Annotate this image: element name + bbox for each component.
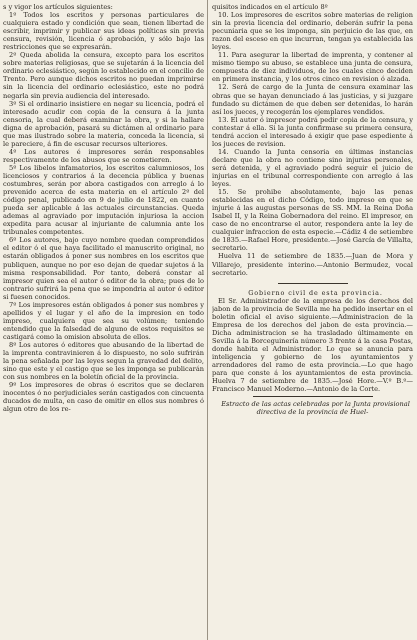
extract-heading: Estracto de las actas celebradas por la Junta provisional directiva de la provincia de Huel- <box>221 400 410 417</box>
article-1: 1º Todos los escritos y personas particulares de cualquiera estado y condición que sean, tienen libertad de escribir, imprimir y publicar sus ideas políticas sin previa censura, revisión, licencia ó aprobación, y sólo bajo las restricciones que se expresarán. <box>3 11 204 52</box>
left-column <box>3 3 204 640</box>
section-heading: Gobierno civil de esta provincia. <box>248 288 383 297</box>
column-divider <box>207 0 208 640</box>
article-11: 11. Para asegurar la libertad de imprenta, y contener al mismo tiempo su abuso, se establece una junta de censura, compuesta de diez individuos, de los cuales cinco deciden en primera instancia, y los otros cinco en revision ó alzada. <box>212 51 413 84</box>
article-15: 15. Se prohibe absolutamente, bajo las penas establecidas en el dicho Código, todo impreso en que se injurie á las augustas personas de SS. MM. la Reina Doña Isabel II, y la Reina Gobernadora del reino. El impresor, en caso de no encontrarse el autor, respondera ante la ley de cualquier infraccion de esta especie.—Cádiz 4 de setiembre de 1835.—Rafael Hore, presidente.—José García de Villalta, secretario. <box>212 188 413 253</box>
right-column <box>212 3 413 640</box>
section-separator <box>253 396 373 397</box>
article-5: 5º Los libelos infamatorios, los escritos calumniosos, los licenciosos y contrarios á la decencia pública y buenas costumbres, serán por abora castigados con arreglo á lo prevenido acerca de esta materia en el artículo 2º del código penal, publicado en 9 de julio de 1822, en cuanto pueda ser aplicable á las actuales circunstancias. Queda ademas al agraviado por imputación injuriosa la accion expedita para acusar al injuriante de calumnia ante los tribunales competentes. <box>3 163 204 237</box>
article-10: 10. Los impresores de escritos sobre materias de religion sin la previa licencia del ordinario, deberán sufrir la pena pecuniaria que se les imponga, sin perjuicio de las que, en razon del esceso en que incurran, tengan ya establecida las leyes. <box>212 11 413 52</box>
article-14: 14. Cuando la Junta censoria en últimas instancias declare que la obra no contiene sino injurias personales, será detenida, y el agraviado podrá seguir el juicio de injurias en el tribunal correspondiente con arreglo á las leyes. <box>212 147 413 189</box>
paragraph: quisitos indicados en el artículo 8º <box>212 3 328 11</box>
paragraph: s y vigor los artículos siguientes: <box>3 3 113 11</box>
article-3: 3º Si el ordinario insistiere en negar su licencia, podrá el interesado acudir con copia de la censura á la junta censoria, la cual deberá examinar la obra, y si la hallare digna de aprobación, pasará su dictámen al ordinario para que mas ilustrado sobre la materia, conceda la licencia, si le pareciere, á fin de escusar recursos ulteriores. <box>3 99 204 148</box>
notice-paragraph: El Sr. Administrador de la empresa de los derechos del jabon de la provincia de Sevilla me ha pedido insertar en el boletin oficial el aviso siguiente.—Administracion de la Empresa de los derechos del jabon de esta provincia.—Dicha administracion se ha trasladado últimamente en Sevilla á la Borceguinería número 3 frente á la casa Postas, donde habita el Administrador. Lo que se anuncia para inteligencia y gobierno de los ayuntamientos y arrendadores del ramo de esta provincia.—Lo que hago para que conste á los ayuntamientos de esta provincia. Huelva 7 de setiembre de 1835.—José Hore.—V.º B.º—Francisco Manuel Moderno.—Antonio de la Corte. <box>212 296 413 394</box>
article-2: 2º Queda abolida la censura, excepto para los escritos sobre materias religiosas, que se sujetarán á la licencia del ordinario eclesiástico, según lo establecido en el concilio de Trento. Pero aunque dichos escritos no puedan imprimirse sin la licencia del ordinario eclesiástico, este no podrá negarla sin previa audiencia del interesado. <box>3 51 204 100</box>
article-13: 13. El autor ó impresor podrá pedir copia de la censura, y contestar á ella. Si la junta confirmase su primera censura, tendrá accion el interesado á exigir que pase espediente á los jueces de revision. <box>212 115 413 148</box>
signature-paragraph: Huelva 11 de setiembre de 1835.—Juan de Mora y Villarejo, presidente interino.—Antonio Bermudez, vocal secretario. <box>212 252 413 277</box>
article-6: 6º Los autores, bajo cuyo nombre quedan comprendidos el editor ó el que haya facilitado el manuscrito original, no estarán obligados á poner sus nombres en los escritos que publiquen, aunque no por eso dejan de quedar sujetos á la misma responsabilidad. Por tanto, deberá constar al impresor quien sea el autor ó editor de la obra; pues de lo contrario sufrirá la pena que se impondria al autor ó editor si fuesen conocidos. <box>3 236 204 301</box>
article-7: 7º Los impresores están obligados á poner sus nombres y apellidos y el lugar y el año de la impresion en todo impreso, cualquiera que sea su volúmen; teniendo entendido que la falsedad de alguno de estos requisitos se castigará como la omision absoluta de ellos. <box>3 300 204 341</box>
article-8: 8º Los autores ó editores que abusando de la libertad de la imprenta contravinieren á lo dispuesto, no solo sufrirán la pena señalada por las leyes segun la gravedad del delito, sino que este y el castigo que se les imponga se publicarán con sus nombres en la boletín oficial de la provincia. <box>3 340 204 382</box>
section-separator <box>278 283 348 284</box>
article-4: 4º Los autores é impresores serán responsables respectivamente de los abusos que se cometieren. <box>3 147 204 164</box>
article-12: 12. Será de cargo de la Junta de censura examinar las obras que se hayan denunciado á las justicias, y si juzgare fundado su dictámen de que deben ser detenidas, lo harán así los jueces, y recogerán los ejemplares vendidos. <box>212 83 413 116</box>
article-9: 9º Los impresores de obras ó escritos que se declaren inocentes ó no perjudiciales serán castigados con cincuenta ducados de multa, en caso de omitir en ellos sus nombres ó algun otro de los re- <box>3 381 204 414</box>
